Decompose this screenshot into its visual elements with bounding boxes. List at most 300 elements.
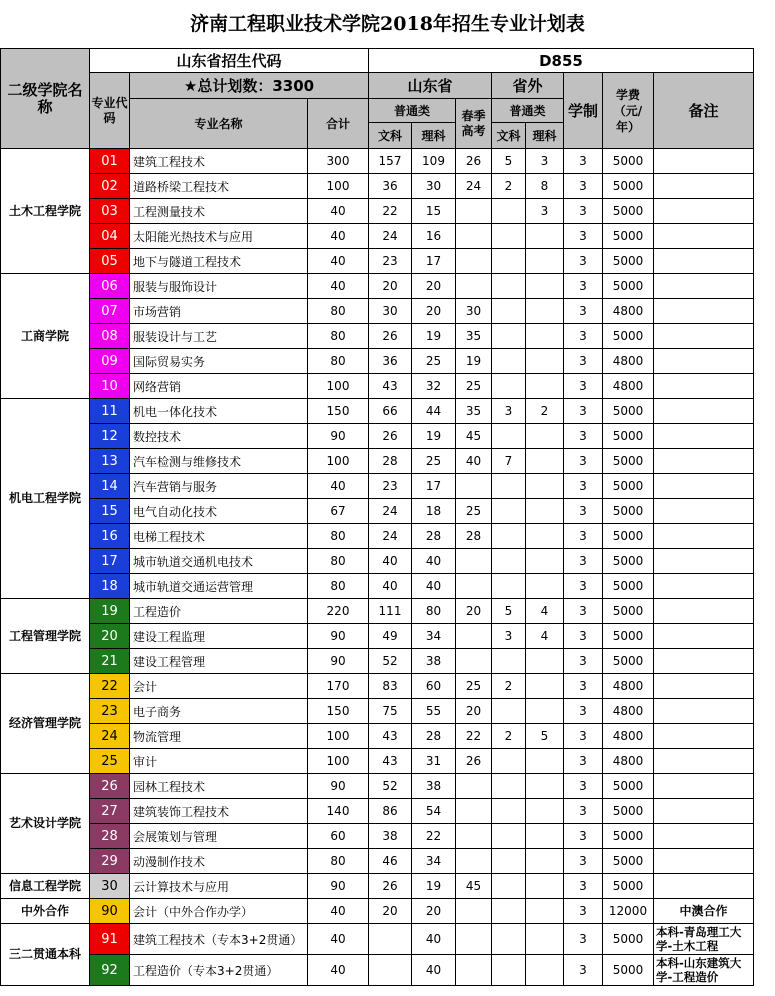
spring-value: 28 — [456, 524, 492, 549]
out-li-value — [526, 924, 564, 955]
total-value: 80 — [308, 849, 369, 874]
out-li-value — [526, 274, 564, 299]
major-name: 电气自动化技术 — [130, 499, 308, 524]
major-name: 物流管理 — [130, 724, 308, 749]
out-li-value — [526, 749, 564, 774]
major-code: 12 — [90, 424, 130, 449]
major-code: 29 — [90, 849, 130, 874]
spring-value — [456, 799, 492, 824]
spring-value — [456, 474, 492, 499]
college-name: 工商学院 — [1, 274, 90, 399]
sd-wen-value: 66 — [369, 399, 412, 424]
fee-value: 5000 — [603, 224, 654, 249]
major-code: 01 — [90, 149, 130, 174]
total-value: 170 — [308, 674, 369, 699]
sd-wen-value: 26 — [369, 324, 412, 349]
sd-wen-value — [369, 924, 412, 955]
fee-value: 12000 — [603, 899, 654, 924]
sd-wen-value: 46 — [369, 849, 412, 874]
spring-value — [456, 199, 492, 224]
sd-li-value: 17 — [412, 249, 456, 274]
sd-wen-value: 23 — [369, 249, 412, 274]
remark-value: 本科-山东建筑大学-工程造价 — [654, 955, 754, 986]
total-value: 40 — [308, 924, 369, 955]
total-value: 67 — [308, 499, 369, 524]
sd-li-value: 19 — [412, 324, 456, 349]
sd-li-value: 32 — [412, 374, 456, 399]
spring-value: 26 — [456, 749, 492, 774]
out-wen-value: 2 — [492, 724, 526, 749]
years-value: 3 — [564, 324, 603, 349]
spring-value — [456, 649, 492, 674]
remark-value — [654, 174, 754, 199]
sd-wen-value: 43 — [369, 724, 412, 749]
fee-value: 5000 — [603, 649, 654, 674]
table-row — [1, 774, 754, 799]
out-wen-value — [492, 955, 526, 986]
total-value: 80 — [308, 574, 369, 599]
out-li-value — [526, 699, 564, 724]
spring-value: 22 — [456, 724, 492, 749]
years-value: 3 — [564, 499, 603, 524]
out-wen-value — [492, 274, 526, 299]
sd-wen-value: 24 — [369, 499, 412, 524]
fee-value: 5000 — [603, 324, 654, 349]
sd-wen-value: 20 — [369, 274, 412, 299]
out-li-value — [526, 574, 564, 599]
table-row — [1, 149, 754, 174]
table-row — [1, 224, 754, 249]
out-li-value: 2 — [526, 399, 564, 424]
major-code: 28 — [90, 824, 130, 849]
major-code: 03 — [90, 199, 130, 224]
sd-wen-value: 75 — [369, 699, 412, 724]
table-row — [1, 955, 754, 986]
fee-value: 5000 — [603, 955, 654, 986]
total-value: 60 — [308, 824, 369, 849]
sd-wen-value: 22 — [369, 199, 412, 224]
sd-wen-value: 52 — [369, 774, 412, 799]
table-row — [1, 249, 754, 274]
table-row — [1, 349, 754, 374]
total-value: 150 — [308, 699, 369, 724]
years-value: 3 — [564, 524, 603, 549]
spring-value — [456, 924, 492, 955]
major-name: 工程测量技术 — [130, 199, 308, 224]
sd-wen-value — [369, 955, 412, 986]
out-li-value: 4 — [526, 624, 564, 649]
sd-li-value: 19 — [412, 874, 456, 899]
fee-value: 5000 — [603, 574, 654, 599]
years-value: 3 — [564, 399, 603, 424]
table-row — [1, 599, 754, 624]
remark-value — [654, 799, 754, 824]
total-value: 40 — [308, 224, 369, 249]
major-code: 17 — [90, 549, 130, 574]
fee-value: 5000 — [603, 624, 654, 649]
years-value: 3 — [564, 774, 603, 799]
spring-value: 25 — [456, 674, 492, 699]
sd-wen-value: 20 — [369, 899, 412, 924]
table-row — [1, 374, 754, 399]
sd-wen-value: 40 — [369, 574, 412, 599]
sd-li-value: 60 — [412, 674, 456, 699]
sd-li-value: 40 — [412, 574, 456, 599]
out-science-header: 理科 — [526, 123, 564, 149]
fee-value: 4800 — [603, 374, 654, 399]
out-wen-value — [492, 349, 526, 374]
table-row — [1, 649, 754, 674]
fee-value: 5000 — [603, 799, 654, 824]
sd-li-value: 40 — [412, 924, 456, 955]
sd-wen-value: 38 — [369, 824, 412, 849]
major-code: 30 — [90, 874, 130, 899]
sd-wen-value: 30 — [369, 299, 412, 324]
total-value: 80 — [308, 299, 369, 324]
table-row — [1, 724, 754, 749]
out-general-class-header: 普通类 — [492, 99, 564, 123]
table-row — [1, 499, 754, 524]
spring-value: 19 — [456, 349, 492, 374]
table-row — [1, 449, 754, 474]
years-header: 学制 — [564, 73, 603, 149]
table-row — [1, 824, 754, 849]
sd-li-value: 44 — [412, 399, 456, 424]
remark-value — [654, 574, 754, 599]
remark-value — [654, 424, 754, 449]
sd-wen-value: 40 — [369, 549, 412, 574]
major-name: 数控技术 — [130, 424, 308, 449]
out-li-value — [526, 349, 564, 374]
sd-li-value: 20 — [412, 274, 456, 299]
total-value: 90 — [308, 774, 369, 799]
major-code: 22 — [90, 674, 130, 699]
out-li-value — [526, 674, 564, 699]
out-wen-value — [492, 699, 526, 724]
table-row — [1, 299, 754, 324]
spring-value — [456, 224, 492, 249]
major-name: 电梯工程技术 — [130, 524, 308, 549]
out-li-value — [526, 774, 564, 799]
years-value: 3 — [564, 449, 603, 474]
out-wen-value: 7 — [492, 449, 526, 474]
college-name: 信息工程学院 — [1, 874, 90, 899]
spring-value: 20 — [456, 699, 492, 724]
years-value: 3 — [564, 274, 603, 299]
major-code: 04 — [90, 224, 130, 249]
out-wen-value — [492, 249, 526, 274]
out-wen-value — [492, 799, 526, 824]
out-li-value: 8 — [526, 174, 564, 199]
total-value: 80 — [308, 524, 369, 549]
remark-value — [654, 674, 754, 699]
fee-value: 4800 — [603, 299, 654, 324]
remark-value — [654, 474, 754, 499]
major-code: 23 — [90, 699, 130, 724]
total-value: 40 — [308, 249, 369, 274]
total-value: 300 — [308, 149, 369, 174]
out-li-value: 3 — [526, 199, 564, 224]
major-name: 地下与隧道工程技术 — [130, 249, 308, 274]
table-row — [1, 624, 754, 649]
fee-value: 5000 — [603, 924, 654, 955]
out-li-value — [526, 224, 564, 249]
years-value: 3 — [564, 349, 603, 374]
total-value: 220 — [308, 599, 369, 624]
out-wen-value — [492, 874, 526, 899]
major-name: 建筑工程技术（专本3+2贯通） — [130, 924, 308, 955]
remark-value — [654, 774, 754, 799]
major-code: 15 — [90, 499, 130, 524]
major-code: 19 — [90, 599, 130, 624]
years-value: 3 — [564, 374, 603, 399]
table-row — [1, 874, 754, 899]
major-name: 建筑工程技术 — [130, 149, 308, 174]
fee-value: 4800 — [603, 749, 654, 774]
college-name: 工程管理学院 — [1, 599, 90, 674]
years-value: 3 — [564, 299, 603, 324]
sd-wen-value: 111 — [369, 599, 412, 624]
sd-li-value: 16 — [412, 224, 456, 249]
major-name: 动漫制作技术 — [130, 849, 308, 874]
spring-value — [456, 824, 492, 849]
sd-li-value: 20 — [412, 899, 456, 924]
college-name: 机电工程学院 — [1, 399, 90, 599]
spring-value — [456, 624, 492, 649]
table-row — [1, 474, 754, 499]
out-li-value: 3 — [526, 149, 564, 174]
spring-value: 40 — [456, 449, 492, 474]
spring-value: 45 — [456, 874, 492, 899]
years-value: 3 — [564, 724, 603, 749]
sd-wen-value: 24 — [369, 224, 412, 249]
sd-li-value: 80 — [412, 599, 456, 624]
sd-li-value: 31 — [412, 749, 456, 774]
fee-value: 5000 — [603, 474, 654, 499]
fee-value: 5000 — [603, 849, 654, 874]
years-value: 3 — [564, 224, 603, 249]
out-wen-value: 5 — [492, 149, 526, 174]
remark-value — [654, 399, 754, 424]
sd-wen-value: 24 — [369, 524, 412, 549]
out-li-value — [526, 474, 564, 499]
remark-value — [654, 874, 754, 899]
sd-wen-value: 83 — [369, 674, 412, 699]
total-plan: ★总计划数：3300 — [130, 73, 369, 99]
remark-value — [654, 149, 754, 174]
years-value: 3 — [564, 249, 603, 274]
major-name: 服装设计与工艺 — [130, 324, 308, 349]
remark-value — [654, 524, 754, 549]
major-name: 市场营销 — [130, 299, 308, 324]
total-value: 40 — [308, 474, 369, 499]
major-code: 13 — [90, 449, 130, 474]
sd-li-value: 109 — [412, 149, 456, 174]
sd-wen-value: 26 — [369, 424, 412, 449]
code-header: 专业代码 — [90, 73, 130, 149]
out-wen-value — [492, 224, 526, 249]
out-wen-value — [492, 649, 526, 674]
major-code: 92 — [90, 955, 130, 986]
major-name: 工程造价（专本3+2贯通） — [130, 955, 308, 986]
fee-value: 5000 — [603, 524, 654, 549]
sd-li-value: 20 — [412, 299, 456, 324]
sd-li-value: 18 — [412, 499, 456, 524]
spring-value: 20 — [456, 599, 492, 624]
total-value: 80 — [308, 549, 369, 574]
major-name: 国际贸易实务 — [130, 349, 308, 374]
fee-value: 5000 — [603, 399, 654, 424]
sd-wen-value: 49 — [369, 624, 412, 649]
major-code: 05 — [90, 249, 130, 274]
fee-value: 5000 — [603, 424, 654, 449]
table-row — [1, 424, 754, 449]
major-code: 27 — [90, 799, 130, 824]
out-li-value: 5 — [526, 724, 564, 749]
total-value: 100 — [308, 174, 369, 199]
science-header: 理科 — [412, 123, 456, 149]
out-li-value — [526, 424, 564, 449]
sd-wen-value: 36 — [369, 174, 412, 199]
remark-value — [654, 599, 754, 624]
total-value: 90 — [308, 874, 369, 899]
total-value: 90 — [308, 649, 369, 674]
total-value: 40 — [308, 955, 369, 986]
table-row — [1, 924, 754, 955]
table-row — [1, 549, 754, 574]
major-code: 25 — [90, 749, 130, 774]
table-row — [1, 899, 754, 924]
sd-li-value: 15 — [412, 199, 456, 224]
total-value: 100 — [308, 449, 369, 474]
out-li-value — [526, 899, 564, 924]
out-liberal-arts-header: 文科 — [492, 123, 526, 149]
fee-value: 5000 — [603, 449, 654, 474]
sd-wen-value: 86 — [369, 799, 412, 824]
spring-value — [456, 899, 492, 924]
spring-value — [456, 549, 492, 574]
fee-value: 4800 — [603, 349, 654, 374]
sd-li-value: 28 — [412, 724, 456, 749]
sd-wen-value: 26 — [369, 874, 412, 899]
years-value: 3 — [564, 955, 603, 986]
fee-value: 5000 — [603, 549, 654, 574]
sd-li-value: 25 — [412, 349, 456, 374]
years-value: 3 — [564, 924, 603, 955]
major-code: 09 — [90, 349, 130, 374]
spring-value: 25 — [456, 374, 492, 399]
fee-value: 5000 — [603, 174, 654, 199]
college-name: 土木工程学院 — [1, 149, 90, 274]
remark-value — [654, 299, 754, 324]
out-wen-value — [492, 749, 526, 774]
major-code: 18 — [90, 574, 130, 599]
table-row — [1, 749, 754, 774]
out-wen-value — [492, 574, 526, 599]
out-li-value — [526, 849, 564, 874]
spring-value: 45 — [456, 424, 492, 449]
years-value: 3 — [564, 674, 603, 699]
spring-value — [456, 249, 492, 274]
total-value: 80 — [308, 324, 369, 349]
spring-value: 35 — [456, 399, 492, 424]
major-name: 会计 — [130, 674, 308, 699]
out-li-value — [526, 524, 564, 549]
spring-value: 24 — [456, 174, 492, 199]
out-wen-value — [492, 924, 526, 955]
remark-value — [654, 224, 754, 249]
college-name: 三二贯通本科 — [1, 924, 90, 986]
fee-value: 5000 — [603, 149, 654, 174]
major-name: 建设工程监理 — [130, 624, 308, 649]
out-wen-value — [492, 549, 526, 574]
sd-wen-value: 43 — [369, 374, 412, 399]
major-name: 服装与服饰设计 — [130, 274, 308, 299]
table-row — [1, 674, 754, 699]
major-code: 26 — [90, 774, 130, 799]
major-name: 建筑装饰工程技术 — [130, 799, 308, 824]
years-value: 3 — [564, 849, 603, 874]
years-value: 3 — [564, 549, 603, 574]
out-li-value — [526, 249, 564, 274]
out-li-value — [526, 649, 564, 674]
major-name: 云计算技术与应用 — [130, 874, 308, 899]
sd-li-value: 38 — [412, 774, 456, 799]
fee-value: 5000 — [603, 249, 654, 274]
total-value: 100 — [308, 749, 369, 774]
name-header: 专业名称 — [130, 99, 308, 149]
fee-value: 5000 — [603, 599, 654, 624]
fee-value: 4800 — [603, 674, 654, 699]
remark-value — [654, 374, 754, 399]
major-code: 10 — [90, 374, 130, 399]
major-code: 90 — [90, 899, 130, 924]
out-li-value — [526, 324, 564, 349]
fee-value: 5000 — [603, 274, 654, 299]
spring-value: 35 — [456, 324, 492, 349]
major-name: 网络营销 — [130, 374, 308, 399]
fee-value: 5000 — [603, 499, 654, 524]
out-li-value — [526, 299, 564, 324]
sd-li-value: 22 — [412, 824, 456, 849]
out-wen-value — [492, 849, 526, 874]
years-value: 3 — [564, 149, 603, 174]
remark-value — [654, 199, 754, 224]
page-title: 济南工程职业技术学院2018年招生专业计划表 — [190, 13, 585, 35]
sd-wen-value: 36 — [369, 349, 412, 374]
years-value: 3 — [564, 899, 603, 924]
spring-value — [456, 574, 492, 599]
years-value: 3 — [564, 824, 603, 849]
college-name: 艺术设计学院 — [1, 774, 90, 874]
major-code: 06 — [90, 274, 130, 299]
major-code: 91 — [90, 924, 130, 955]
major-name: 园林工程技术 — [130, 774, 308, 799]
major-name: 建设工程管理 — [130, 649, 308, 674]
sd-li-value: 55 — [412, 699, 456, 724]
table-row — [1, 199, 754, 224]
sd-li-value: 40 — [412, 955, 456, 986]
out-province-header: 省外 — [492, 73, 564, 99]
major-name: 太阳能光热技术与应用 — [130, 224, 308, 249]
sd-wen-value: 52 — [369, 649, 412, 674]
total-value: 90 — [308, 424, 369, 449]
out-wen-value — [492, 324, 526, 349]
years-value: 3 — [564, 699, 603, 724]
table-row — [1, 324, 754, 349]
fee-value: 4800 — [603, 724, 654, 749]
fee-header: 学费（元/年） — [603, 73, 654, 149]
